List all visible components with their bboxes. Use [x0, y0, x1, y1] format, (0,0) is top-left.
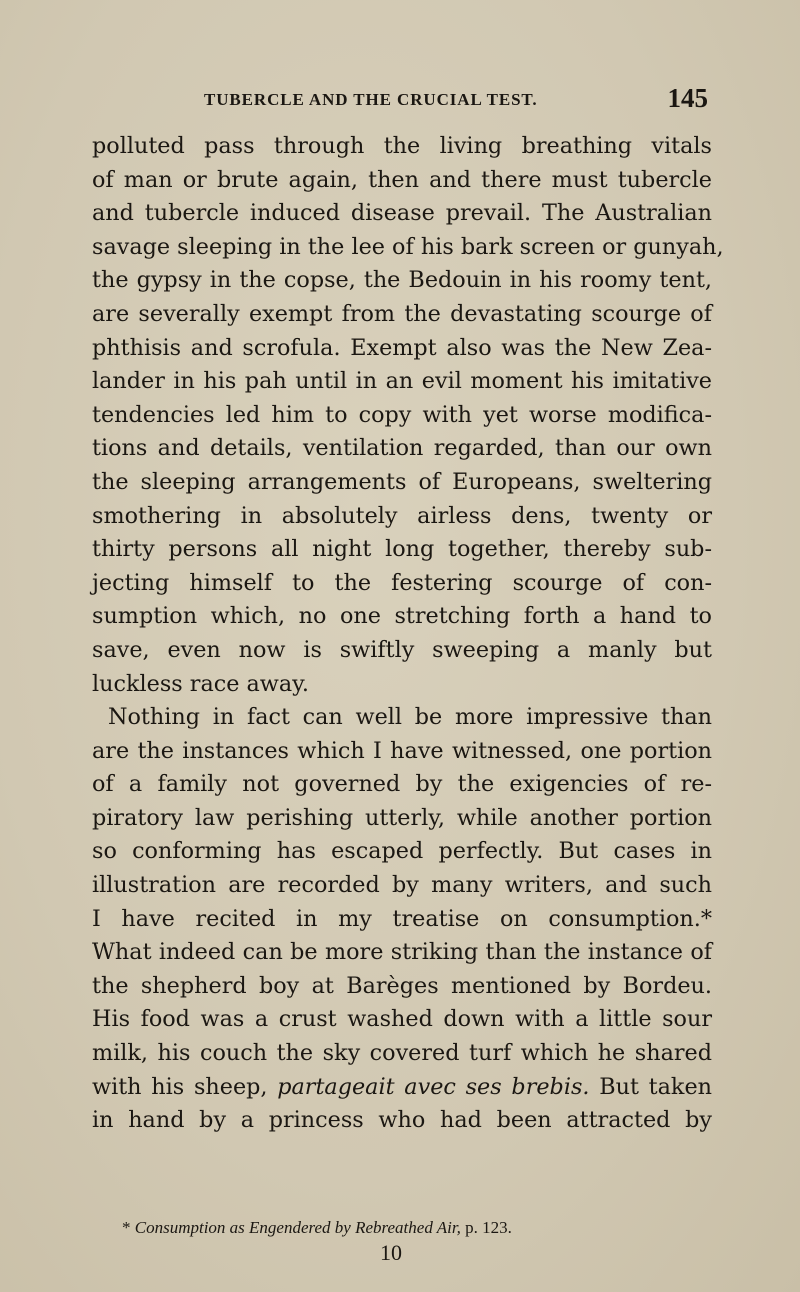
text-line: phthisis and scrofula. Exempt also was the New Zea- [92, 334, 712, 361]
text-line: save, even now is swiftly sweeping a manly but [92, 636, 712, 663]
italic-phrase: partageait avec ses brebis. [277, 1073, 590, 1100]
paragraph-start-line: Nothing in fact can well be more impressive than [108, 704, 712, 731]
text-line: savage sleeping in the lee of his bark screen or gunyah, [92, 233, 724, 260]
text-line: smothering in absolutely airless dens, twenty or [92, 502, 712, 529]
text-line: I have recited in my treatise on consumption.* [92, 905, 712, 932]
footnote-title: Consumption as Engendered by Rebreathed Air, [134, 1218, 461, 1237]
text-line: milk, his couch the sky covered turf which he shared [92, 1040, 712, 1067]
text-line-with-italic [92, 1071, 712, 1105]
text-line: illustration are recorded by many writers, and such [92, 872, 712, 899]
text-line: so conforming has escaped perfectly. But cases in [92, 838, 712, 865]
body-text [92, 130, 724, 1138]
paragraph-end-line: luckless race away. [92, 670, 309, 697]
text-line: tendencies led him to copy with yet worse modifica- [92, 401, 712, 428]
text-line: polluted pass through the living breathing vitals [92, 133, 712, 159]
page-number: 145 [667, 83, 708, 113]
text-line: lander in his pah until in an evil moment his imitative [92, 368, 712, 395]
text-line: the sleeping arrangements of Europeans, sweltering [92, 468, 712, 495]
running-title: TUBERCLE AND THE CRUCIAL TEST. [204, 90, 538, 109]
text-line: the shepherd boy at Barèges mentioned by Bordeu. [92, 972, 712, 999]
text-line: are severally exempt from the devastating scourge of [92, 300, 712, 327]
text-line: tions and details, ventilation regarded, than our own [92, 435, 712, 462]
text-line: the gypsy in the copse, the Bedouin in his roomy tent, [92, 267, 712, 294]
running-head [96, 83, 710, 126]
text-line: piratory law perishing utterly, while another portion [92, 804, 712, 831]
footnote [122, 1218, 682, 1238]
signature-mark: 10 [380, 1240, 402, 1265]
text-line: of a family not governed by the exigencies of re- [92, 771, 712, 798]
text-line: His food was a crust washed down with a little sour [92, 1006, 712, 1033]
line-segment: with his sheep, [92, 1073, 278, 1100]
line-segment: But taken [589, 1073, 712, 1100]
text-line: thirty persons all night long together, thereby sub- [92, 536, 712, 563]
text-line: jecting himself to the festering scourge of con- [92, 569, 712, 596]
footnote-page-ref: p. 123. [460, 1218, 512, 1237]
text-line: What indeed can be more striking than the instance of [92, 939, 712, 966]
text-line: and tubercle induced disease prevail. The Australian [92, 200, 712, 227]
text-line: of man or brute again, then and there must tubercle [92, 166, 712, 193]
text-line: in hand by a princess who had been attracted by [92, 1107, 712, 1134]
text-line: are the instances which I have witnessed, one portion [92, 737, 712, 764]
text-line: sumption which, no one stretching forth a hand to [92, 603, 712, 630]
footnote-mark: * [122, 1218, 135, 1237]
